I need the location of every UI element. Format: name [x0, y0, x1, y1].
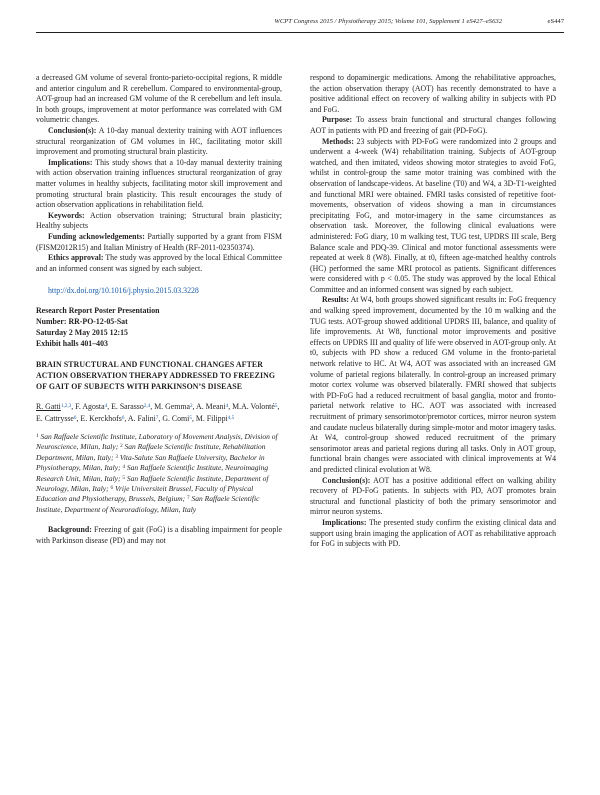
journal-citation: WCPT Congress 2015 / Physiotherapy 2015; Volume 101, Supplement 1 eS427–eS632 — [274, 18, 502, 25]
running-header — [36, 18, 564, 30]
affiliation-text: San Raffaele Scientific Institute, Laboratory of Movement Analysis, Division of Neuroscience, Milan, Italy; — [36, 431, 278, 452]
conclusion-label: Conclusion(s): — [48, 125, 97, 135]
page-number: eS447 — [547, 18, 564, 25]
poster-halls: Exhibit halls 401–403 — [36, 338, 108, 348]
affiliation-number: 1 — [36, 432, 39, 439]
poster-number: Number: RR-PO-12-05-Sat — [36, 316, 128, 326]
author-name: M. Gemma — [154, 401, 190, 411]
implications2-text: The presented study confirm the existing clinical data and support using brain imaging the application of AOT as rehabilitative approach for FoG in subjects with PD. — [310, 517, 556, 549]
funding-text: Partially supported by a grant from FISM (FISM2012R15) and Italian Ministry of Health (RF-2011-02350374). — [36, 231, 282, 252]
author-name: M.A. Volonté — [232, 401, 275, 411]
author-name: E. Cattrysse — [36, 413, 74, 423]
funding-label: Funding acknowledgements: — [48, 231, 145, 241]
author — [232, 402, 277, 411]
implications-paragraph — [36, 158, 282, 211]
affiliation-text: San Raffaele Scientific Institute, Department of Neurology, Milan, Italy; — [36, 473, 269, 493]
author-name: G. Comi — [162, 413, 190, 423]
affiliation-text: San Raffaele Scientific Institute, Neuroimaging Research Unit, Milan, Italy; — [36, 463, 269, 483]
affiliation-number: 6 — [110, 484, 114, 491]
ethics-paragraph — [36, 253, 282, 274]
previous-abstract-results-end: a decreased GM volume of several fronto-parieto-occipital regions, R middle and anterior cingulum and R cerebellum. Compared to environmental-group, AOT-group had an increased GM volume of the R cerebellum and left insula. In both groups, improvement at motor performance was correlated with GM volumetric changes. — [36, 73, 282, 125]
author — [154, 402, 192, 411]
doi-link[interactable]: http://dx.doi.org/10.1016/j.physio.2015.03.3228 — [48, 286, 199, 296]
results-text: At W4, both groups showed significant results in: FoG frequency and walking speed improvement, documented by the 10 m walking and the TUG tests. AOT-group showed additional UPDRS III, balance, and quality of life improvements. At W8, functional motor improvements and positive effects on UPDRS III and quality of life were observed in AOT-group only. At t0, subjects with PD show a reduced GM volume in the fronto-parietal network relative to HC. At W4, AOT was associated with an increased GM volume of parietal regions bilaterally. In control-group an increased primary motor cortex volume was observed bilaterally. FMRI showed that subjects with PD-FoG had a reduced recruitment of basal ganglia, motor and fronto-parietal network relative to HC. AOT was associated with increased recruitment of primary sensorimotor/premotor cortices, mirror neuron system and caudate nucleus bilaterally during simple-motor and motor imagery tasks. At W4, control-group showed reduced recruitment of the primary sensorimotor areas and parietal regions during all tasks. Only in AOT group, functional brain changes were associated with clinical improvements at W4 and predicted clinical evolution at W8. — [310, 295, 556, 474]
author — [75, 402, 107, 411]
author-name: A. Falini — [127, 413, 156, 423]
conclusion-text: A 10-day manual dexterity training with AOT influences structural reorganization of GM volumes in HC, facilitating motor skill improvement and promoting structural brain plasticity. — [36, 125, 282, 157]
methods-paragraph — [310, 137, 556, 296]
methods-label: Methods: — [322, 136, 354, 146]
author-name: F. Agosta — [75, 401, 105, 411]
author-affiliation-ref[interactable]: 6 — [73, 414, 77, 421]
author — [196, 414, 234, 423]
keywords-label: Keywords: — [48, 210, 85, 220]
author-name: M. Filippi — [195, 413, 228, 423]
background-paragraph — [36, 525, 282, 546]
methods-text: 23 subjects with PD-FoG were randomized into 2 groups and underwent a 4-week (W4) rehabilitation training. Subjects of AOT-group watched, and then imitated, videos showing motor strategies to avoid FoG, whilst in control-group the same motor training was combined with the observation of landscape-videos. At baseline (T0) and W4, a 3D-T1-weighted and functional MRI were obtained. FMRI tasks consisted of repetitive foot-movements, observation of videos showing a man in circumstances precipitating FoG, and motor-imagery in the same circumstances as observation task. Moreover, the following clinical evaluations were administered: FoG diary, 10 m walking test, TUG test, UPDRS III scale, Berg Balance scale and PDQ-39. Clinical and motor functional assessments were repeated at week 8 (W8). Finally, at t0, fifteen age-matched healthy controls (HC) performed the same MRI protocol as patients. Significant differences were considered with p < 0.05. The study was approved by the local Ethical Committee and an informed consent was signed by each subject. — [310, 136, 556, 294]
conclusion2-text: AOT has a positive additional effect on walking ability recovery of PD-FoG patients. In subjects with PD, AOT promotes brain structural and functional plasticity of both the primary sensorimotor and mirror neuron systems. — [310, 475, 556, 517]
affiliation-number: 2 — [120, 443, 123, 450]
author-affiliation-ref[interactable]: 6 — [121, 414, 125, 421]
affiliation-text: Vita-Salute San Raffaele University, Bachelor in Physiotherapy, Milan, Italy; — [36, 452, 265, 473]
purpose-text: To assess brain functional and structural changes following AOT in patients with PD and freezing of gait (PD-FoG). — [310, 115, 556, 135]
poster-type: Research Report Poster Presentation — [36, 305, 160, 315]
header-rule — [36, 32, 564, 33]
author-name: E. Sarasso — [111, 401, 144, 411]
left-column — [36, 73, 282, 546]
results-label: Results: — [322, 295, 350, 305]
conclusion2-paragraph — [310, 476, 556, 518]
implications-label: Implications: — [48, 157, 93, 167]
author-name: E. Kerckhofs — [80, 413, 122, 423]
author-affiliation-ref[interactable]: 4,5 — [227, 414, 235, 421]
ethics-label: Ethics approval: — [48, 253, 104, 263]
affiliation-number: 4 — [122, 464, 126, 471]
author — [111, 402, 150, 411]
affiliation-number: 3 — [115, 453, 118, 460]
conclusion-paragraph — [36, 126, 282, 158]
author-affiliation-ref[interactable]: 4 — [104, 402, 108, 409]
author — [36, 402, 71, 411]
author — [128, 414, 158, 423]
author-affiliation-ref[interactable]: 5 — [189, 414, 192, 421]
purpose-paragraph — [310, 115, 556, 136]
author-affiliation-ref[interactable]: 2,4 — [143, 402, 151, 409]
keywords-paragraph — [36, 211, 282, 232]
author-name: A. Meani — [196, 401, 226, 411]
author-affiliation-ref[interactable]: 4 — [225, 402, 229, 409]
affiliations — [36, 432, 282, 515]
poster-date: Saturday 2 May 2015 12:15 — [36, 327, 128, 337]
author — [36, 414, 77, 423]
author — [80, 414, 124, 423]
affiliation-text: Vrije Universiteit Brussel, Faculty of Physical Education and Physiotherapy, Brussels, Belgium; — [36, 483, 254, 504]
poster-info — [36, 305, 282, 349]
affiliation-text: San Raffaele Scientific Institute, Department of Neuroradiology, Milan, Italy — [36, 494, 260, 514]
background-text: Freezing of gait (FoG) is a disabling impairment for people with Parkinson disease (PD) and may not — [36, 525, 282, 545]
author-list: R. Gatti$^{1,2,3}$, F. Agosta$^4$, E. Sarasso$^{2,4}$, M. Gemma$^2$, A. Meani$^4$, M.A. Volonté$^5$, E. Cattrysse$^6$, E. Kerckhofs$^6$, A. Falini$^7$, G. Comi$^5$, M. Filippi$^{4,5}$ — [36, 401, 280, 423]
background-label: Background: — [48, 525, 92, 535]
abstract-title: BRAIN STRUCTURAL AND FUNCTIONAL CHANGES AFTER ACTION OBSERVATION THERAPY ADDRESSED TO FREEZING OF GAIT OF SUBJECTS WITH PARKINSON’S DISEASE — [36, 359, 276, 391]
affiliation-text: San Raffaele Scientific Institute, Rehabilitation Department, Milan, Italy; — [36, 442, 266, 462]
background-continued: respond to dopaminergic medications. Among the rehabilitative approaches, the action observation therapy (AOT) has recently demonstrated to have a positive additional effect on recovery of walking ability in subjects with PD and FoG. — [310, 73, 556, 114]
implications2-label: Implications: — [322, 517, 367, 527]
author-affiliation-ref[interactable]: 5 — [274, 402, 278, 409]
conclusion2-label: Conclusion(s): — [322, 475, 371, 485]
author — [162, 414, 192, 423]
right-column — [310, 73, 556, 550]
implications2-paragraph — [310, 518, 556, 550]
purpose-label: Purpose: — [322, 115, 353, 125]
ethics-text: The study was approved by the local Ethical Committee and an informed consent was signed by each subject. — [36, 253, 282, 273]
author-affiliation-ref[interactable]: 7 — [155, 414, 159, 421]
author-name: R. Gatti — [36, 401, 61, 411]
author — [196, 402, 228, 411]
implications-text: This study shows that a 10-day manual dexterity training with action observation training influences structural reorganization of gray matter volumes in healthy subjects, facilitating motor skill improvement and promoting structural brain plasticity. This result encourages the study of action observation applications in rehabilitation field. — [36, 157, 282, 210]
keywords-text: Action observation training; Structural brain plasticity; Healthy subjects — [36, 210, 282, 231]
author-affiliation-ref[interactable]: 1,2,3 — [60, 402, 72, 409]
author-affiliation-ref[interactable]: 2 — [189, 402, 193, 409]
affiliation-number: 7 — [187, 495, 190, 502]
funding-paragraph — [36, 232, 282, 253]
results-paragraph — [310, 295, 556, 475]
affiliation-number: 5 — [122, 474, 125, 481]
